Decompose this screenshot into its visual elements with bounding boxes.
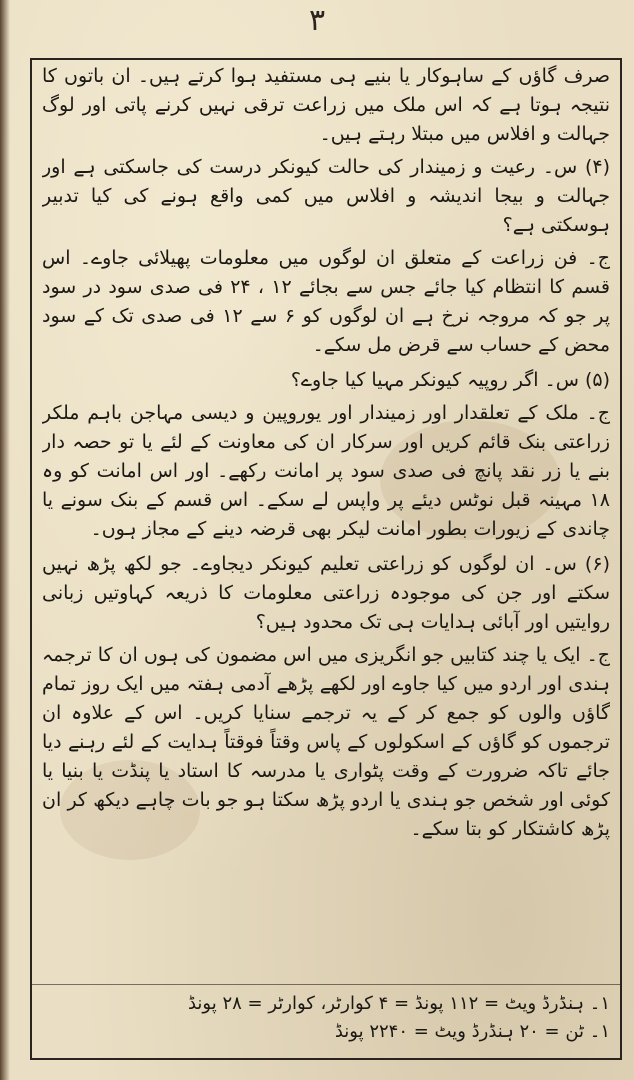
footnote-1: ۱۔ ہنڈرڈ ویٹ = ۱۱۲ پونڈ = ۴ کوارٹر، کوارٹر = ۲۸ پونڈ bbox=[187, 993, 610, 1014]
footnote-divider bbox=[30, 984, 622, 985]
question-4: (۴) س۔ رعیت و زمیندار کی حالت کیونکر درست کی جاسکتی ہے اور جہالت و بیجا اندیشہ و افلاس میں کمی واقع ہونے کی کیا تدبیر ہوسکتی ہے؟ bbox=[42, 156, 610, 236]
question-5: (۵) س۔ اگر روپیہ کیونکر مہیا کیا جاوے؟ bbox=[290, 369, 610, 391]
footnotes bbox=[42, 990, 610, 1046]
paragraph-intro: صرف گاؤں کے ساہوکار یا بنیے ہی مستفید ہوا کرتے ہیں۔ ان باتوں کا نتیجہ ہوتا ہے کہ اس ملک میں زراعت ترقی نہیں کرنے پاتی اور لوگ جہالت و افلاس میں مبتلا رہتے ہیں۔ bbox=[42, 65, 610, 145]
footnote-2: ۱۔ ٹن = ۲۰ ہنڈرڈ ویٹ = ۲۲۴۰ پونڈ bbox=[334, 1021, 610, 1042]
text-body bbox=[42, 62, 610, 1052]
page-edge-shadow bbox=[0, 0, 10, 1080]
answer-6: ج۔ ایک یا چند کتابیں جو انگریزی میں اس مضمون کی ہوں ان کا ترجمہ ہندی اور اردو میں کیا جاوے اور لکھے پڑھے آدمی ہفتہ میں ایک روز تمام گاؤں والوں کو جمع کر کے یہ ترجمے سنایا کریں۔ اس کے علاوہ ان ترجموں کو گاؤں کے اسکولوں کے پاس وقتاً فوقتاً ہدایت کے لئے رہنے دیا جائے تاکہ ضرورت کے وقت پٹواری یا مدرسہ کا استاد یا پنڈت یا بنیا یا کوئی اور شخص جو ہندی یا اردو پڑھ سکتا ہو جو بات چاہے دیکھ کر ان پڑھ کاشتکار کو بتا سکے۔ bbox=[42, 644, 610, 840]
question-6: (۶) س۔ ان لوگوں کو زراعتی تعلیم کیونکر دیجاوے۔ جو لکھ پڑھ نہیں سکتے اور جن کی موجودہ زراعتی معلومات کا ذریعہ کہاوتیں زبانی روایتیں اور آبائی ہدایات ہی تک محدود ہیں؟ bbox=[42, 553, 610, 633]
answer-4: ج۔ فن زراعت کے متعلق ان لوگوں میں معلومات پھیلائی جاوے۔ اس قسم کا انتظام کیا جائے جس سے بجائے ۱۲ ، ۲۴ فی صدی سود در سود پر جو کہ مروجہ نرخ ہے ان لوگوں کو ۶ سے ۱۲ فی صدی تک کے سود محض کے حساب سے قرض مل سکے۔ bbox=[42, 247, 610, 356]
answer-5: ج۔ ملک کے تعلقدار اور زمیندار اور یوروپین و دیسی مہاجن باہم ملکر زراعتی بنک قائم کریں اور سرکار ان کی معاونت کے لئے یا تو حصہ دار بنے یا زر نقد پانچ فی صدی سود پر امانت رکھے۔ اور اس امانت کو وہ ۱۸ مہینہ قبل نوٹس دیئے پر واپس لے سکے۔ اس قسم کے بنک سونے یا چاندی کے زیورات بطور امانت لیکر بھی قرضہ دینے کے مجاز ہوں۔ bbox=[42, 402, 610, 540]
page-number: ۳ bbox=[308, 3, 326, 38]
